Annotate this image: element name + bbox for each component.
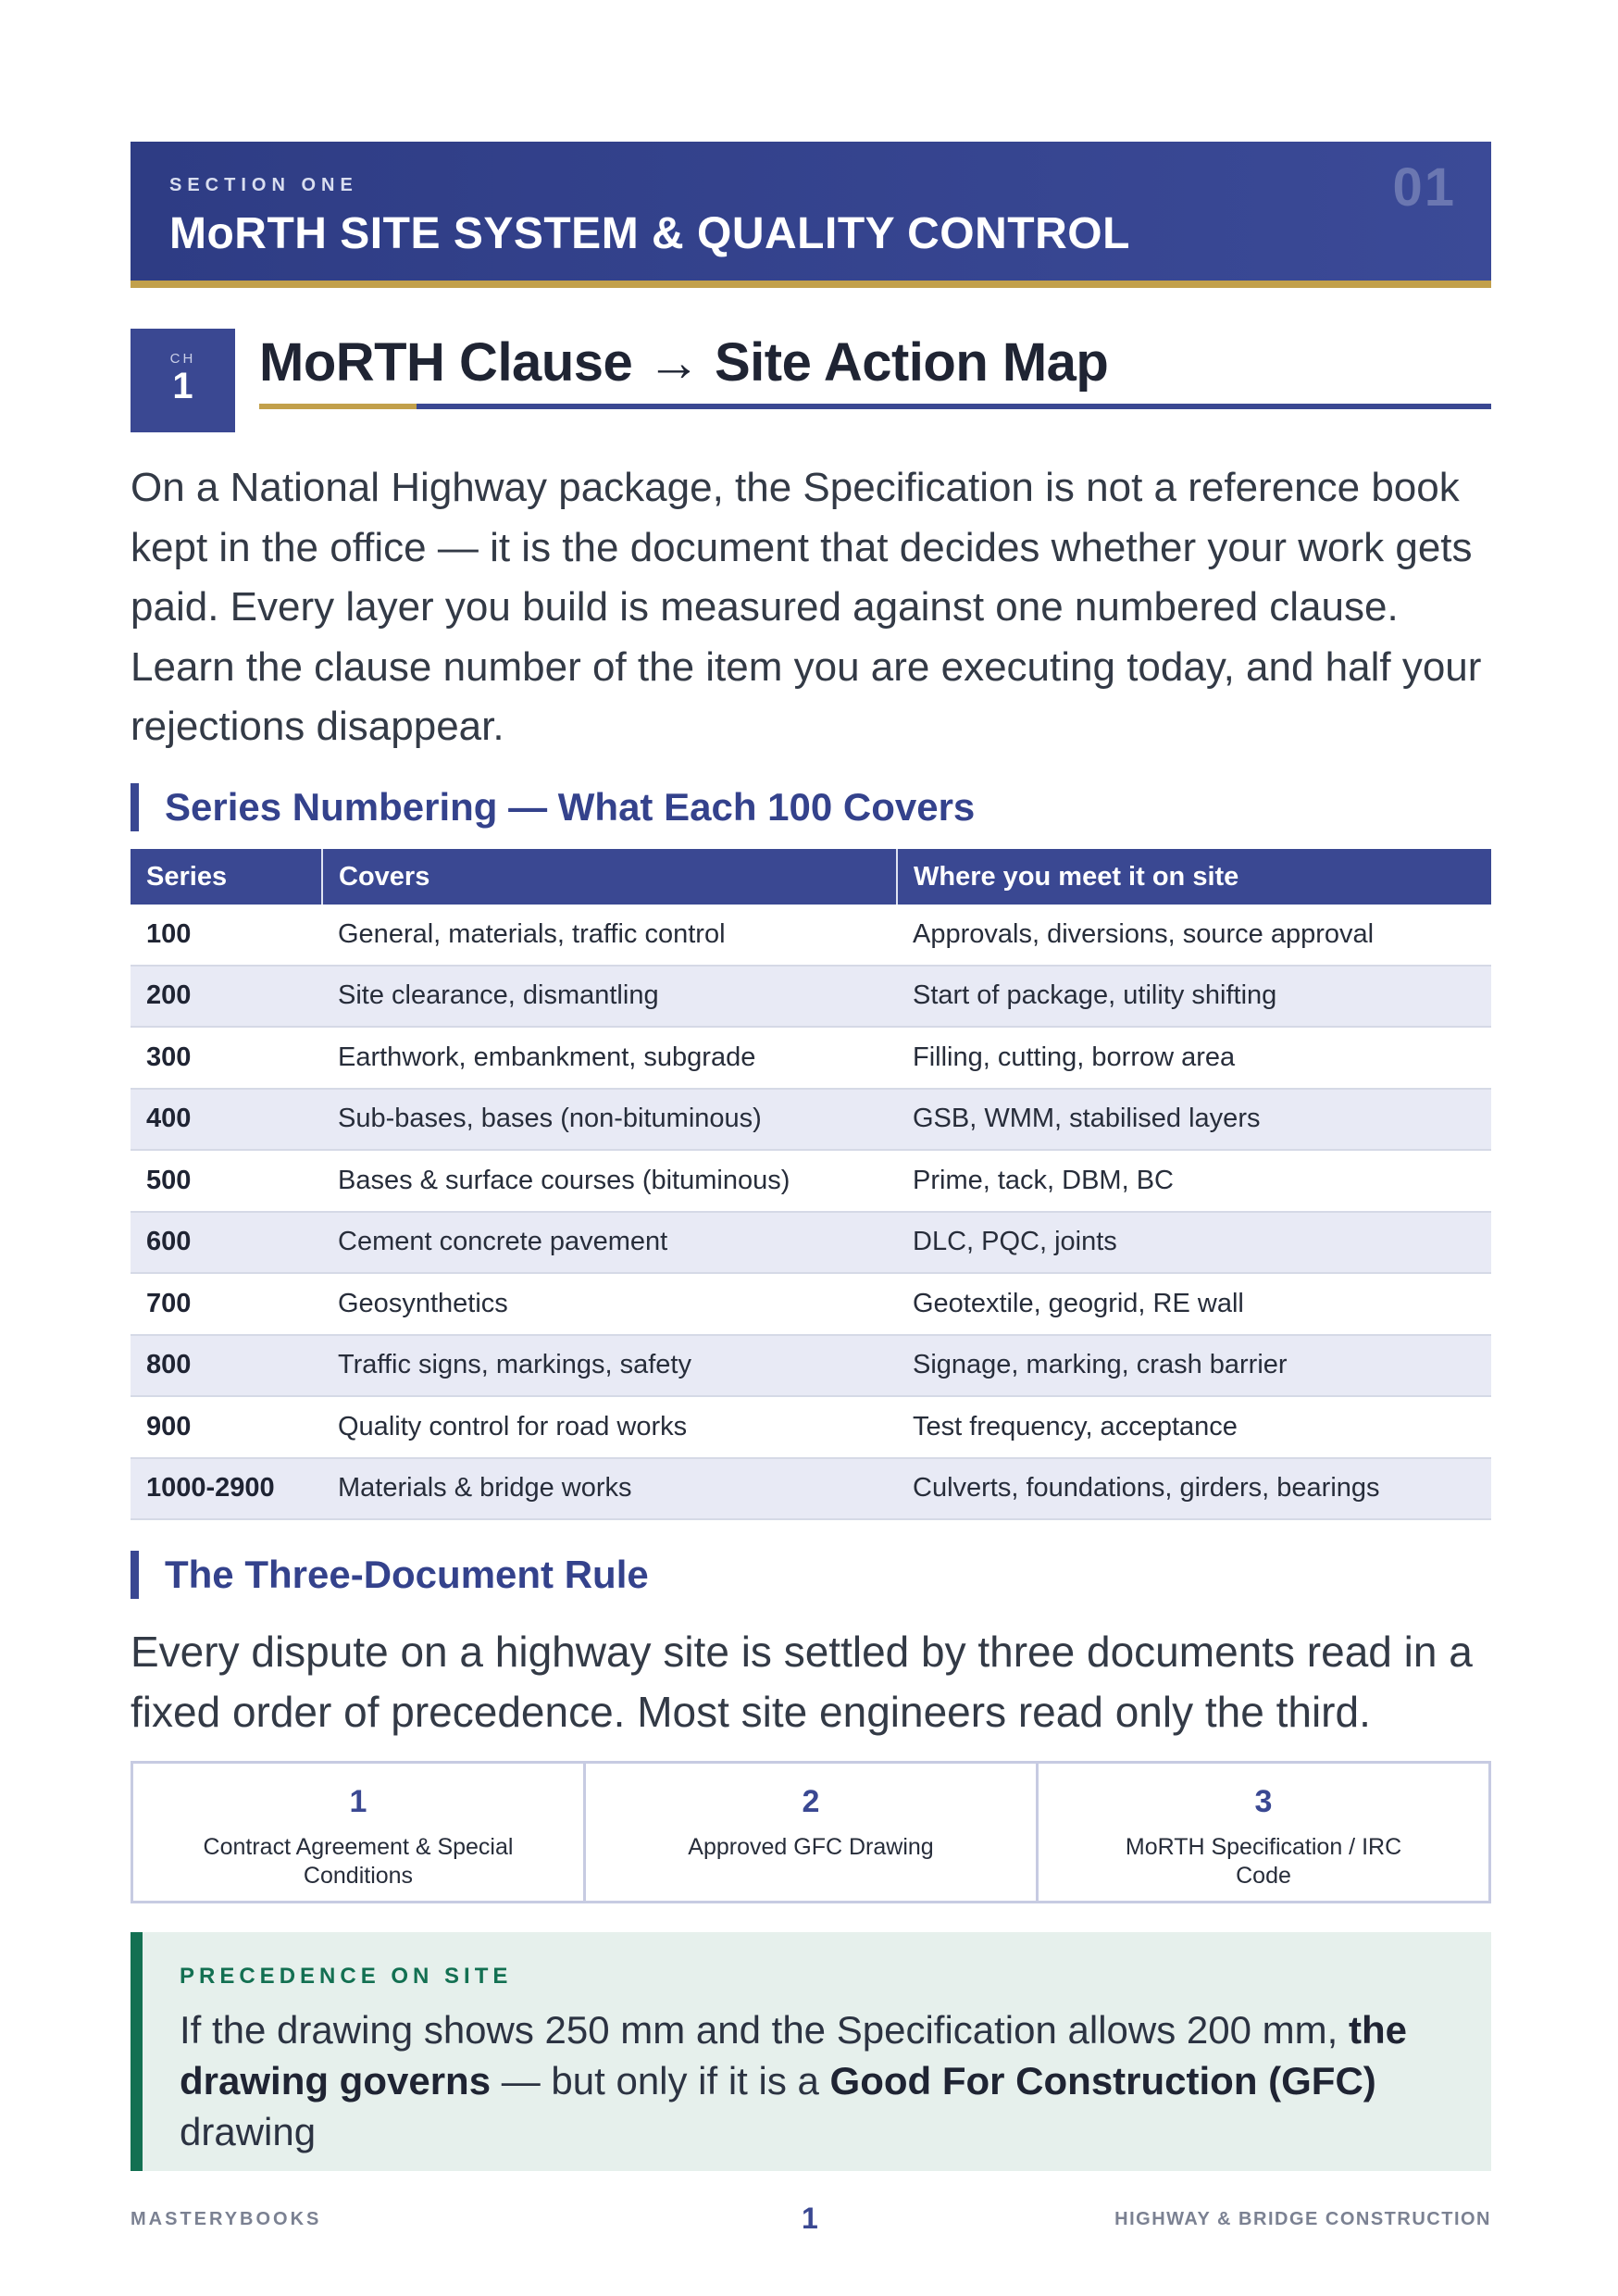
callout-emphasis: the drawing governs [180,2008,1407,2103]
document-rank: 1 [349,1784,367,1819]
table-row [131,1458,1491,1520]
table-row [131,1027,1491,1089]
series-site-use: Start of package, utility shifting [897,966,1491,1028]
footer-publisher: MASTERYBOOKS [131,2209,322,2229]
three-doc-heading: The Three-Document Rule [131,1551,649,1599]
series-covers: Bases & surface courses (bituminous) [322,1150,897,1212]
table-row [131,1150,1491,1212]
series-code: 1000-2900 [131,1458,322,1520]
series-covers: Sub-bases, bases (non-bituminous) [322,1089,897,1151]
document-box [1039,1764,1488,1901]
series-code: 700 [131,1273,322,1335]
series-covers: Traffic signs, markings, safety [322,1335,897,1397]
table-row [131,1396,1491,1458]
series-site-use: Culverts, foundations, girders, bearings [897,1458,1491,1520]
table-row [131,1273,1491,1335]
callout-text-part: — but only if it is a [491,2059,830,2103]
series-site-use: Test frequency, acceptance [897,1396,1491,1458]
column-header: Covers [322,849,897,905]
three-doc-paragraph: Every dispute on a highway site is settled by three documents read in a fixed order of precedence. Most site engineers read only the third. [131,1628,1473,1736]
section-number: 01 [1392,157,1456,218]
column-header: Where you meet it on site [897,849,1491,905]
table-row [131,966,1491,1028]
series-covers: Geosynthetics [322,1273,897,1335]
table-row [131,905,1491,966]
series-code: 100 [131,905,322,966]
series-code: 900 [131,1396,322,1458]
series-covers: Materials & bridge works [322,1458,897,1520]
callout-emphasis: Good For Construction (GFC) [829,2059,1376,2103]
section-title: MoRTH SITE SYSTEM & QUALITY CONTROL [169,209,1130,258]
series-covers: Site clearance, dismantling [322,966,897,1028]
series-code: 800 [131,1335,322,1397]
series-site-use: Signage, marking, crash barrier [897,1335,1491,1397]
series-table [131,849,1491,1520]
series-site-use: Prime, tack, DBM, BC [897,1150,1491,1212]
precedence-callout [131,1932,1491,2171]
callout-text [180,2004,1475,2157]
series-site-use: Geotextile, geogrid, RE wall [897,1273,1491,1335]
chapter-title-rule [259,404,1491,409]
table-row [131,1335,1491,1397]
series-covers: Earthwork, embankment, subgrade [322,1027,897,1089]
column-header: Series [131,849,322,905]
chapter-title: MoRTH Clause → Site Action Map [259,332,1109,393]
document-rank: 2 [802,1784,820,1819]
intro-paragraph: On a National Highway package, the Specification is not a reference book kept in the office — it is the document that decides whether your work gets paid. Every layer you build is measured against one numbered clause. Learn the clause number of the item you are executing today, and half your rejections disappear. [131,465,1482,749]
series-code: 600 [131,1212,322,1274]
document-label: Contract Agreement & Special Conditions [203,1834,514,1889]
document-label: MoRTH Specification / IRC Code [1125,1834,1402,1889]
page-number: 1 [802,2202,818,2235]
series-code: 400 [131,1089,322,1151]
chapter-rule-accent [259,404,417,409]
callout-text-part: If the drawing shows 250 mm and the Specification allows 200 mm, [180,2008,1349,2052]
footer-book-title: HIGHWAY & BRIDGE CONSTRUCTION [1114,2209,1491,2229]
chapter-number: 1 [172,366,193,406]
section-banner [131,142,1491,288]
document-label: Approved GFC Drawing [688,1834,934,1860]
series-covers: General, materials, traffic control [322,905,897,966]
table-row [131,1212,1491,1274]
series-code: 200 [131,966,322,1028]
series-table-header [131,849,1491,905]
document-box [586,1764,1039,1901]
series-code: 500 [131,1150,322,1212]
chapter-badge [131,329,235,432]
series-site-use: GSB, WMM, stabilised layers [897,1089,1491,1151]
document-box [133,1764,586,1901]
series-code: 300 [131,1027,322,1089]
series-site-use: DLC, PQC, joints [897,1212,1491,1274]
callout-kicker: PRECEDENCE ON SITE [180,1964,513,1989]
series-covers: Cement concrete pavement [322,1212,897,1274]
series-covers: Quality control for road works [322,1396,897,1458]
document-order-boxes [131,1761,1491,1903]
callout-text-part: drawing [180,2110,317,2153]
document-rank: 3 [1254,1784,1273,1819]
series-site-use: Approvals, diversions, source approval [897,905,1491,966]
series-site-use: Filling, cutting, borrow area [897,1027,1491,1089]
chapter-label: CH [169,351,196,367]
series-heading: Series Numbering — What Each 100 Covers [131,783,975,831]
table-row [131,1089,1491,1151]
section-kicker: SECTION ONE [169,175,358,195]
